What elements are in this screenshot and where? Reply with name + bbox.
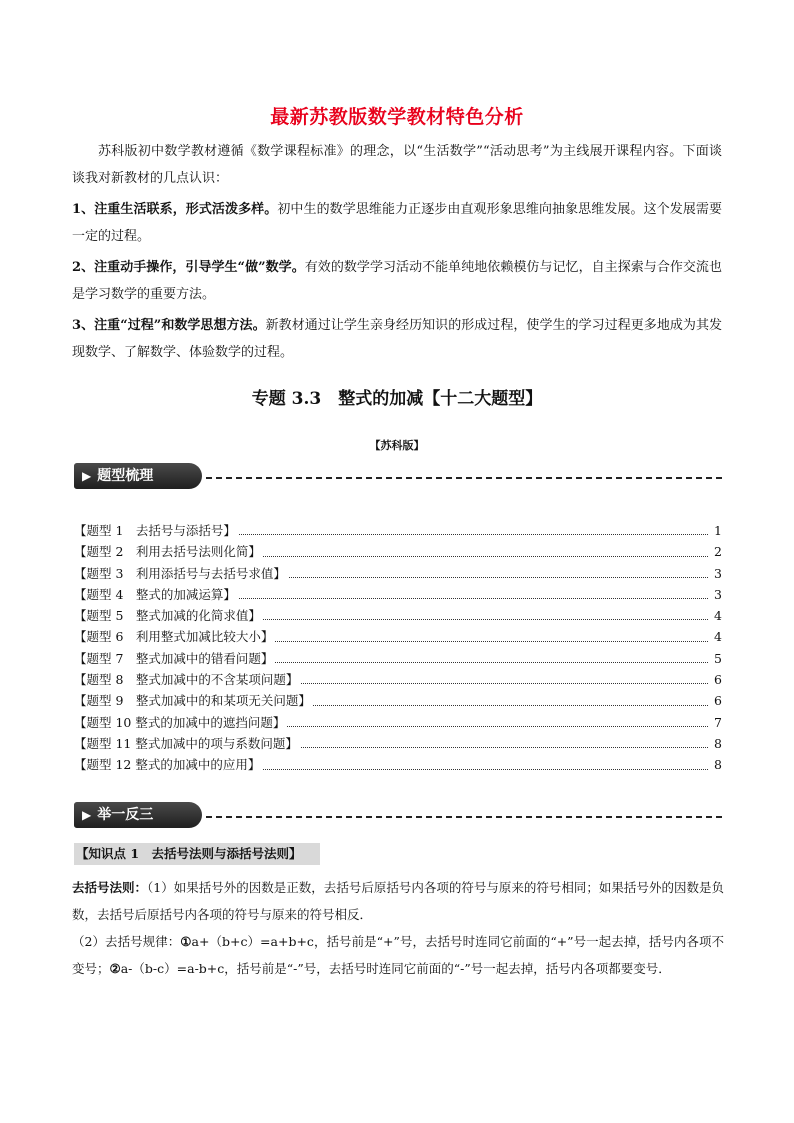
section-header-toc: [74, 463, 722, 491]
toc-entry-label: 【题型 7 整式加减中的错看问题】: [74, 650, 274, 666]
section-tab-practice: [74, 802, 202, 828]
toc-page-number: 8: [712, 733, 722, 754]
toc-entry-label: 【题型 6 利用整式加减比较大小】: [74, 629, 274, 645]
toc-entry-label: 【题型 8 整式加减中的不含某项问题】: [74, 672, 299, 688]
knowledge-content: [72, 874, 724, 982]
toc-page-number: 2: [712, 541, 722, 562]
toc-entry-label: 【题型 12 整式的加减中的应用】: [74, 757, 261, 773]
intro-paragraph: 苏科版初中数学教材遵循《数学课程标准》的理念，以“生活数学”“活动思考”为主线展开课程内容。下面谈谈我对新教材的几点认识：: [72, 144, 722, 186]
toc-row[interactable]: [74, 690, 722, 711]
intro-point-2-text: 有效的数学学习活动不能单纯地依赖模仿与记忆，自主探索与合作交流也是学习数学的重要方法。: [72, 260, 722, 302]
intro-section: [72, 138, 722, 370]
toc-row[interactable]: [74, 605, 722, 626]
law-1-marker: ①: [180, 934, 192, 949]
section-tab-toc-label: 题型梳理: [97, 468, 154, 484]
toc-page-number: 4: [712, 626, 722, 647]
law-paragraph: [72, 928, 724, 982]
toc-entry-label: 【题型 5 整式加减的化简求值】: [74, 608, 261, 624]
intro-point-1-text: 初中生的数学思维能力正逐步由直观形象思维向抽象思维发展。这个发展需要一定的过程。: [72, 202, 722, 244]
toc-row[interactable]: [74, 669, 722, 690]
toc-page-number: 6: [712, 669, 722, 690]
toc-page-number: 6: [712, 690, 722, 711]
toc-entry-label: 【题型 2 利用去括号法则化简】: [74, 544, 261, 560]
section-tab-practice-label: 举一反三: [97, 807, 154, 823]
toc-row[interactable]: [74, 733, 722, 754]
toc-row[interactable]: [74, 648, 722, 669]
subject-title: 专题 3.3 整式的加减【十二大题型】: [251, 389, 543, 409]
toc-entry-label: 【题型 10 整式的加减中的遮挡问题】: [74, 714, 286, 730]
toc-entry-label: 【题型 4 整式的加减运算】: [74, 586, 236, 602]
law-2-text: a-（b-c）=a-b+c，括号前是“-”号，去括号时连同它前面的“-”号一起去掉，括号内各项都要变号．: [120, 961, 671, 976]
intro-point-1-heading: 1、注重生活联系，形式活泼多样。: [72, 202, 278, 217]
section-tab-toc: [74, 463, 202, 489]
rule-text: （1）如果括号外的因数是正数，去括号后原括号内各项的符号与原来的符号相同；如果括号外的因数是负数，去括号后原括号内各项的符号与原来的符号相反．: [72, 880, 724, 922]
table-of-contents: [74, 520, 722, 776]
intro-point-3-text: 新教材通过让学生亲身经历知识的形成过程，使学生的学习过程更多地成为其发现数学、了解数学、体验数学的过程。: [72, 318, 722, 360]
toc-row[interactable]: [74, 712, 722, 733]
law-1-text: a+（b+c）=a+b+c，括号前是“+”号，去括号时连同它前面的“+”号一起去掉，括号内各项不变号；: [72, 934, 724, 976]
section-divider-line: [206, 816, 722, 818]
rule-paragraph: [72, 874, 724, 928]
section-header-practice: [74, 802, 722, 830]
triangle-right-icon: ▶: [82, 808, 92, 822]
toc-entry-label: 【题型 1 去括号与添括号】: [74, 523, 236, 538]
intro-point-2-heading: 2、注重动手操作，引导学生“做”数学。: [72, 260, 305, 275]
knowledge-point-title: 【知识点 1 去括号法则与添括号法则】: [74, 843, 320, 865]
toc-entry-label: 【题型 3 利用添括号与去括号求值】: [74, 565, 286, 581]
toc-row[interactable]: [74, 754, 722, 775]
toc-row[interactable]: [74, 563, 722, 584]
intro-point-3-heading: 3、注重“过程”和数学思想方法。: [72, 318, 266, 333]
edition-label: 【苏科版】: [369, 439, 425, 452]
law-intro: （2）去括号规律：: [72, 934, 181, 949]
toc-page-number: 3: [712, 584, 722, 605]
toc-row[interactable]: [74, 541, 722, 562]
intro-point-2: [72, 254, 722, 308]
toc-entry-label: 【题型 11 整式加减中的项与系数问题】: [74, 735, 298, 751]
law-2-marker: ②: [109, 961, 121, 976]
intro-point-1: [72, 196, 722, 250]
section-divider-line: [206, 477, 722, 479]
toc-page-number: 4: [712, 605, 722, 626]
toc-page-number: 5: [712, 648, 722, 669]
toc-entry-label: 【题型 9 整式加减中的和某项无关问题】: [74, 693, 311, 709]
toc-page-number: 1: [712, 520, 722, 541]
toc-page-number: 8: [712, 754, 722, 775]
toc-row[interactable]: [74, 520, 722, 541]
triangle-right-icon: ▶: [82, 469, 92, 483]
toc-row[interactable]: [74, 626, 722, 647]
toc-row[interactable]: [74, 584, 722, 605]
rule-label: 去括号法则：: [72, 880, 148, 895]
intro-point-3: [72, 312, 722, 366]
page-title: 最新苏教版数学教材特色分析: [270, 106, 524, 128]
toc-page-number: 7: [712, 712, 722, 733]
toc-page-number: 3: [712, 563, 722, 584]
